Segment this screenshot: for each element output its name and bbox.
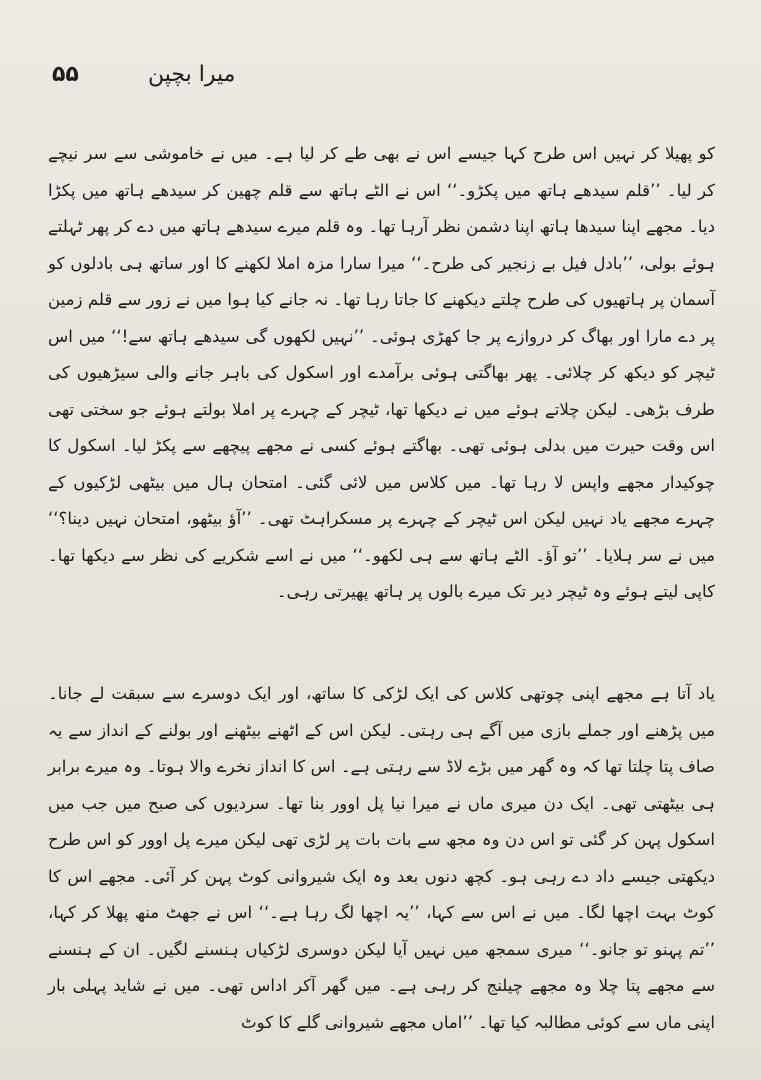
- running-title: میرا بچپن: [148, 62, 236, 87]
- page-header: [52, 62, 709, 98]
- body-paragraph: یاد آتا ہے مجھے اپنی چوتھی کلاس کی ایک لڑکی کا ساتھ، اور ایک دوسرے سے سبقت لے جانا۔ میں پڑھنے اور جملے بازی میں آگے ہی رہتی۔ لیکن اس کے اٹھنے بیٹھنے اور بولنے کے انداز سے یہ صاف پتا چلتا تھا کہ وہ گھر میں بڑے لاڈ سے رہتی ہے۔ اس کا انداز نخرے والا ہوتا۔ وہ میرے برابر ہی بیٹھتی تھی۔ ایک دن میری ماں نے میرا نیا پل اوور بنا تھا۔ سردیوں کی صبح میں جب میں اسکول پہن کر گئی تو اس دن وہ مجھ سے بات بات پر لڑی تھی لیکن میرے پل اوور کو اس طرح دیکھتی جیسے داد دے رہی ہو۔ کچھ دنوں بعد وہ ایک شیروانی کوٹ پہن کر آئی۔ مجھے اس کا کوٹ بہت اچھا لگا۔ میں نے اس سے کہا، ’’یہ اچھا لگ رہا ہے۔‘‘ اس نے جھٹ منھ پھلا کر کہا، ’’تم پہنو تو جانو۔‘‘ میری سمجھ میں نہیں آیا لیکن دوسری لڑکیاں ہنسنے لگیں۔ ان کے ہنسنے سے مجھے پتا چلا وہ مجھے چیلنج کر رہی ہے۔ میں گھر آکر اداس تھی۔ میں نے شاید پہلی بار اپنی ماں سے کوئی مطالبہ کیا تھا۔ ’’اماں مجھے شیروانی گلے کا کوٹ: [48, 684, 715, 1032]
- page-number: ۵۵: [52, 62, 79, 87]
- body-paragraph: کو پھیلا کر نہیں اس طرح کہا جیسے اس نے بھی طے کر لیا ہے۔ میں نے خاموشی سے سر نیچے کر لیا۔ ’’قلم سیدھے ہاتھ میں پکڑو۔‘‘ اس نے الٹے ہاتھ سے قلم چھین کر سیدھے ہاتھ میں پکڑا دیا۔ مجھے اپنا سیدھا ہاتھ اپنا دشمن نظر آرہا تھا۔ وہ قلم میرے سیدھے ہاتھ میں دے کر پھر ٹہلتے ہوئے بولی، ’’بادل فیل بے زنجیر کی طرح۔‘‘ میرا سارا مزہ املا لکھنے کا اور ساتھ ہی بادلوں کو آسمان پر ہاتھیوں کی طرح چلتے دیکھنے کا جاتا رہا تھا۔ نہ جانے کیا ہوا میں نے زور سے قلم زمین پر دے مارا اور بھاگ کر دروازے پر جا کھڑی ہوئی۔ ’’نہیں لکھوں گی سیدھے ہاتھ سے!‘‘ میں اس ٹیچر کو دیکھ کر چلائی۔ پھر بھاگتی ہوئی برآمدے اور اسکول کی باہر جانے والی سیڑھیوں کی طرف بڑھی۔ لیکن چلاتے ہوئے میں نے دیکھا تھا، ٹیچر کے چہرے پر املا بولتے ہوئے جو سختی تھی اس وقت حیرت میں بدلی ہوئی تھی۔ بھاگتے ہوئے کسی نے مجھے پیچھے سے پکڑ لیا۔ اسکول کا چوکیدار مجھے واپس لا رہا تھا۔ میں کلاس میں لائی گئی۔ امتحان ہال میں بیٹھی لڑکیوں کے چہرے مجھے یاد نہیں لیکن اس ٹیچر کے چہرے پر مسکراہٹ تھی۔ ’’آؤ بیٹھو، امتحان نہیں دینا؟‘‘ میں نے سر ہلایا۔ ’’تو آؤ۔ الٹے ہاتھ سے ہی لکھو۔‘‘ میں نے اسے شکریے کی نظر سے دیکھا تھا۔ کاپی لیتے ہوئے وہ ٹیچر دیر تک میرے بالوں پر ہاتھ پھیرتی رہی۔: [48, 144, 715, 601]
